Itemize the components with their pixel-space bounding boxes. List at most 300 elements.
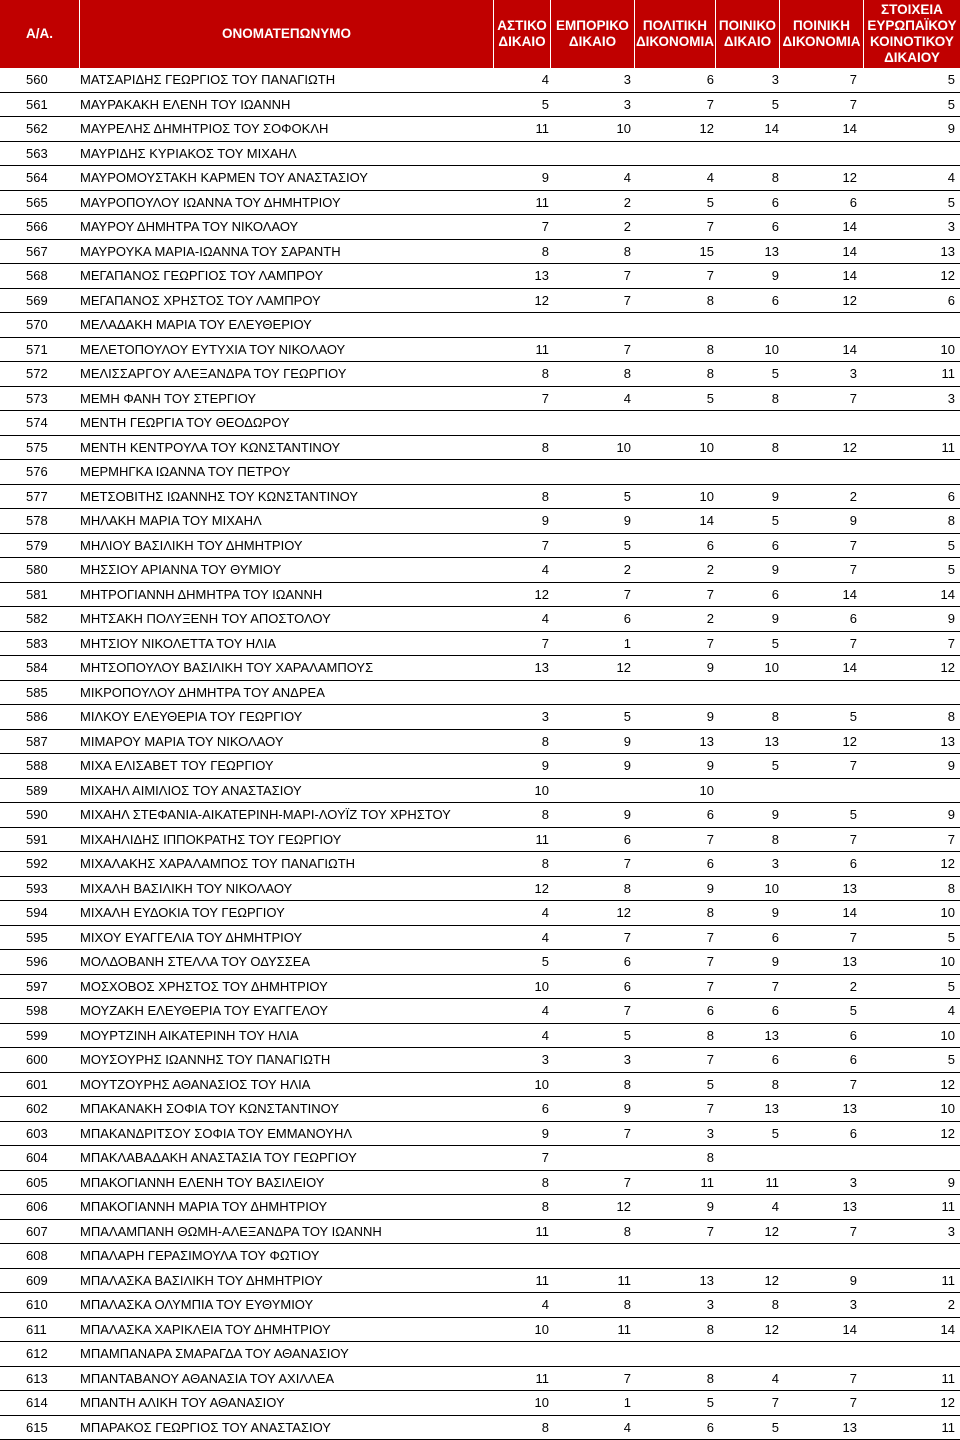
score-cell: 8 — [624, 1073, 631, 1097]
score-cell: 5 — [624, 705, 631, 729]
score-cell: 7 — [542, 1146, 549, 1170]
score-cell: 3 — [948, 1220, 955, 1244]
col-header-commercial-law — [551, 0, 635, 68]
score-cell: 5 — [948, 926, 955, 950]
row-number: 568 — [26, 264, 48, 288]
table-row — [0, 362, 960, 387]
header-text: ΟΝΟΜΑΤΕΠΩΝΥΜΟ — [222, 26, 351, 42]
score-cell: 12 — [941, 852, 955, 876]
candidate-name: ΜΟΥΡΤΖΙΝΗ ΑΙΚΑΤΕΡΙΝΗ ΤΟΥ ΗΛΙΑ — [80, 1024, 299, 1048]
row-number: 581 — [26, 583, 48, 607]
score-cell: 10 — [941, 1097, 955, 1121]
score-cell: 11 — [942, 1416, 956, 1440]
score-cell: 7 — [707, 975, 714, 999]
score-cell: 12 — [941, 1122, 955, 1146]
header-text: ΔΙΚΟΝΟΜΙΑ — [782, 34, 860, 50]
score-cell: 14 — [765, 117, 779, 141]
score-cell: 13 — [843, 1195, 857, 1219]
row-number: 615 — [26, 1416, 48, 1440]
score-cell: 7 — [707, 828, 714, 852]
row-number: 591 — [26, 828, 48, 852]
candidate-name: ΜΑΥΡΑΚΑΚΗ ΕΛΕΝΗ ΤΟΥ ΙΩΑΝΝΗ — [80, 93, 290, 117]
score-cell: 12 — [535, 583, 549, 607]
table-row — [0, 828, 960, 853]
candidate-name: ΜΕΝΤΗ ΓΕΩΡΓΙΑ ΤΟΥ ΘΕΟΔΩΡΟΥ — [80, 411, 290, 435]
score-cell: 7 — [707, 93, 714, 117]
score-cell: 12 — [617, 656, 631, 680]
score-cell: 11 — [536, 338, 550, 362]
score-cell: 7 — [772, 1391, 779, 1415]
score-cell: 5 — [948, 1048, 955, 1072]
score-cell: 8 — [542, 1171, 549, 1195]
score-cell: 3 — [948, 215, 955, 239]
score-cell: 11 — [618, 1318, 632, 1342]
table-row — [0, 142, 960, 167]
score-cell: 5 — [772, 754, 779, 778]
score-cell: 12 — [843, 730, 857, 754]
score-cell: 12 — [843, 166, 857, 190]
score-cell: 4 — [624, 1416, 631, 1440]
row-number: 592 — [26, 852, 48, 876]
candidate-name: ΜΠΑΚΟΓΙΑΝΝΗ ΜΑΡΙΑ ΤΟΥ ΔΗΜΗΤΡΙΟΥ — [80, 1195, 327, 1219]
row-number: 600 — [26, 1048, 48, 1072]
score-cell: 9 — [542, 754, 549, 778]
score-cell: 4 — [948, 999, 955, 1023]
score-cell: 7 — [772, 975, 779, 999]
score-cell: 3 — [624, 93, 631, 117]
score-cell: 9 — [542, 509, 549, 533]
score-cell: 4 — [542, 68, 549, 92]
score-cell: 12 — [617, 901, 631, 925]
header-text: ΣΤΟΙΧΕΙΑ — [867, 2, 956, 18]
candidate-name: ΜΗΤΣΑΚΗ ΠΟΛΥΞΕΝΗ ΤΟΥ ΑΠΟΣΤΟΛΟΥ — [80, 607, 331, 631]
score-cell: 7 — [624, 264, 631, 288]
score-cell: 9 — [624, 509, 631, 533]
candidate-name: ΜΠΑΚΟΓΙΑΝΝΗ ΕΛΕΝΗ ΤΟΥ ΒΑΣΙΛΕΙΟΥ — [80, 1171, 324, 1195]
col-header-criminal-procedure — [780, 0, 864, 68]
score-cell: 2 — [624, 215, 631, 239]
score-cell: 6 — [772, 926, 779, 950]
score-cell: 7 — [707, 583, 714, 607]
score-cell: 8 — [624, 1220, 631, 1244]
score-cell: 7 — [707, 1048, 714, 1072]
score-cell: 5 — [850, 705, 857, 729]
row-number: 604 — [26, 1146, 48, 1170]
score-cell: 13 — [700, 730, 714, 754]
score-cell: 10 — [535, 1073, 549, 1097]
score-cell: 6 — [948, 485, 955, 509]
score-cell: 5 — [850, 999, 857, 1023]
table-row — [0, 117, 960, 142]
score-cell: 14 — [941, 583, 955, 607]
table-row — [0, 803, 960, 828]
score-cell: 2 — [707, 607, 714, 631]
score-cell: 7 — [624, 999, 631, 1023]
row-number: 611 — [26, 1318, 47, 1342]
score-cell: 7 — [850, 926, 857, 950]
score-cell: 7 — [850, 68, 857, 92]
candidate-name: ΜΠΑΚΑΝΑΚΗ ΣΟΦΙΑ ΤΟΥ ΚΩΝΣΤΑΝΤΙΝΟΥ — [80, 1097, 339, 1121]
score-cell: 6 — [707, 68, 714, 92]
table-row — [0, 264, 960, 289]
score-cell: 4 — [542, 901, 549, 925]
score-cell: 7 — [707, 926, 714, 950]
score-cell: 12 — [765, 1220, 779, 1244]
score-cell: 8 — [542, 362, 549, 386]
score-cell: 12 — [700, 117, 714, 141]
table-row — [0, 852, 960, 877]
candidate-name: ΜΗΤΣΙΟΥ ΝΙΚΟΛΕΤΤΑ ΤΟΥ ΗΛΙΑ — [80, 632, 276, 656]
score-cell: 10 — [535, 975, 549, 999]
score-cell: 9 — [707, 1195, 714, 1219]
table-row — [0, 1391, 960, 1416]
row-number: 586 — [26, 705, 48, 729]
score-cell: 8 — [707, 362, 714, 386]
score-cell: 4 — [772, 1195, 779, 1219]
score-cell: 6 — [707, 534, 714, 558]
score-cell: 12 — [941, 1073, 955, 1097]
score-cell: 9 — [624, 754, 631, 778]
score-cell: 9 — [850, 1269, 857, 1293]
header-text: ΔΙΚΟΝΟΜΙΑ — [636, 34, 714, 50]
score-cell: 9 — [772, 803, 779, 827]
score-cell: 9 — [948, 1171, 955, 1195]
col-header-criminal-law — [716, 0, 780, 68]
score-cell: 14 — [843, 901, 857, 925]
score-cell: 6 — [707, 1416, 714, 1440]
score-cell: 12 — [535, 877, 549, 901]
score-cell: 10 — [535, 1318, 549, 1342]
header-text: ΕΥΡΩΠΑΪΚΟΥ — [867, 18, 956, 34]
candidate-name: ΜΙΛΚΟΥ ΕΛΕΥΘΕΡΙΑ ΤΟΥ ΓΕΩΡΓΙΟΥ — [80, 705, 302, 729]
row-number: 567 — [26, 240, 48, 264]
score-cell: 7 — [624, 1171, 631, 1195]
header-text: ΕΜΠΟΡΙΚΟ — [556, 18, 629, 34]
row-number: 601 — [26, 1073, 48, 1097]
score-cell: 7 — [542, 632, 549, 656]
score-cell: 10 — [765, 338, 779, 362]
score-cell: 8 — [948, 877, 955, 901]
score-cell: 10 — [535, 1391, 549, 1415]
score-cell: 5 — [948, 558, 955, 582]
score-cell: 9 — [707, 877, 714, 901]
candidate-name: ΜΑΥΡΟΥ ΔΗΜΗΤΡΑ ΤΟΥ ΝΙΚΟΛΑΟΥ — [80, 215, 298, 239]
candidate-name: ΜΑΥΡΟΜΟΥΣΤΑΚΗ ΚΑΡΜΕΝ ΤΟΥ ΑΝΑΣΤΑΣΙΟΥ — [80, 166, 368, 190]
col-header-civil-procedure — [635, 0, 716, 68]
row-number: 613 — [26, 1367, 48, 1391]
row-number: 594 — [26, 901, 48, 925]
score-cell: 12 — [765, 1318, 779, 1342]
score-cell: 7 — [850, 828, 857, 852]
candidate-name: ΜΠΑΜΠΑΝΑΡΑ ΣΜΑΡΑΓΔΑ ΤΟΥ ΑΘΑΝΑΣΙΟΥ — [80, 1342, 349, 1366]
score-cell: 13 — [941, 730, 955, 754]
table-row — [0, 730, 960, 755]
score-cell: 9 — [772, 485, 779, 509]
score-cell: 8 — [542, 852, 549, 876]
score-cell: 11 — [536, 1367, 550, 1391]
score-cell: 2 — [850, 975, 857, 999]
score-cell: 10 — [941, 1024, 955, 1048]
score-cell: 6 — [772, 289, 779, 313]
row-number: 595 — [26, 926, 48, 950]
row-number: 598 — [26, 999, 48, 1023]
score-cell: 5 — [772, 1122, 779, 1146]
header-text: ΔΙΚΑΙΟ — [719, 34, 776, 50]
candidate-name: ΜΕΤΣΟΒΙΤΗΣ ΙΩΑΝΝΗΣ ΤΟΥ ΚΩΝΣΤΑΝΤΙΝΟΥ — [80, 485, 358, 509]
score-cell: 6 — [850, 1024, 857, 1048]
score-cell: 6 — [772, 534, 779, 558]
score-cell: 5 — [772, 632, 779, 656]
table-row — [0, 558, 960, 583]
score-cell: 5 — [707, 191, 714, 215]
score-cell: 14 — [941, 1318, 955, 1342]
row-number: 585 — [26, 681, 48, 705]
header-text: ΔΙΚΑΙΟΥ — [867, 50, 956, 66]
score-cell: 10 — [700, 779, 714, 803]
score-cell: 8 — [707, 1318, 714, 1342]
score-cell: 5 — [707, 1391, 714, 1415]
score-cell: 4 — [542, 926, 549, 950]
candidate-name: ΜΑΥΡΙΔΗΣ ΚΥΡΙΑΚΟΣ ΤΟΥ ΜΙΧΑΗΛ — [80, 142, 297, 166]
header-text: ΠΟΛΙΤΙΚΗ — [636, 18, 714, 34]
score-cell: 8 — [707, 901, 714, 925]
table-row — [0, 1122, 960, 1147]
score-cell: 14 — [843, 117, 857, 141]
score-cell: 6 — [850, 1048, 857, 1072]
score-cell: 10 — [765, 877, 779, 901]
score-cell: 9 — [850, 509, 857, 533]
score-cell: 8 — [707, 338, 714, 362]
table-row — [0, 656, 960, 681]
score-cell: 5 — [624, 534, 631, 558]
candidate-name: ΜΕΓΑΠΑΝΟΣ ΓΕΩΡΓΙΟΣ ΤΟΥ ΛΑΜΠΡΟΥ — [80, 264, 323, 288]
score-cell: 14 — [843, 264, 857, 288]
score-cell: 1 — [624, 632, 631, 656]
candidate-name: ΜΟΥΖΑΚΗ ΕΛΕΥΘΕΡΙΑ ΤΟΥ ΕΥΑΓΓΕΛΟΥ — [80, 999, 328, 1023]
row-number: 599 — [26, 1024, 48, 1048]
candidate-name: ΜΙΧΑΛΗ ΕΥΔΟΚΙΑ ΤΟΥ ΓΕΩΡΓΙΟΥ — [80, 901, 285, 925]
score-cell: 8 — [624, 877, 631, 901]
candidate-name: ΜΠΑΚΑΝΔΡΙΤΣΟΥ ΣΟΦΙΑ ΤΟΥ ΕΜΜΑΝΟΥΗΛ — [80, 1122, 352, 1146]
score-cell: 7 — [624, 338, 631, 362]
score-cell: 5 — [624, 485, 631, 509]
score-cell: 8 — [542, 436, 549, 460]
score-cell: 13 — [941, 240, 955, 264]
score-cell: 7 — [707, 1097, 714, 1121]
table-row — [0, 240, 960, 265]
table-row — [0, 1024, 960, 1049]
score-cell: 11 — [766, 1171, 780, 1195]
score-cell: 3 — [948, 387, 955, 411]
score-cell: 5 — [624, 1024, 631, 1048]
table-row — [0, 975, 960, 1000]
table-row — [0, 1195, 960, 1220]
score-cell: 5 — [707, 1073, 714, 1097]
score-cell: 10 — [941, 338, 955, 362]
row-number: 563 — [26, 142, 48, 166]
col-header-civil-law — [494, 0, 551, 68]
score-cell: 5 — [772, 362, 779, 386]
score-cell: 4 — [707, 166, 714, 190]
score-cell: 9 — [772, 901, 779, 925]
candidate-name: ΜΙΜΑΡΟΥ ΜΑΡΙΑ ΤΟΥ ΝΙΚΟΛΑΟΥ — [80, 730, 284, 754]
score-cell: 4 — [542, 558, 549, 582]
col-header-aa — [0, 0, 80, 68]
table-row — [0, 68, 960, 93]
row-number: 575 — [26, 436, 48, 460]
score-cell: 4 — [772, 1367, 779, 1391]
score-cell: 6 — [772, 999, 779, 1023]
row-number: 579 — [26, 534, 48, 558]
score-cell: 8 — [772, 1293, 779, 1317]
candidate-name: ΜΑΥΡΟΠΟΥΛΟΥ ΙΩΑΝΝΑ ΤΟΥ ΔΗΜΗΤΡΙΟΥ — [80, 191, 341, 215]
table-row — [0, 166, 960, 191]
score-cell: 8 — [542, 240, 549, 264]
table-row — [0, 387, 960, 412]
score-cell: 8 — [772, 436, 779, 460]
row-number: 587 — [26, 730, 48, 754]
score-cell: 3 — [850, 1171, 857, 1195]
header-text: ΠΟΙΝΙΚΗ — [782, 18, 860, 34]
candidate-name: ΜΠΑΛΑΜΠΑΝΗ ΘΩΜΗ-ΑΛΕΞΑΝΔΡΑ ΤΟΥ ΙΩΑΝΝΗ — [80, 1220, 382, 1244]
score-cell: 13 — [843, 877, 857, 901]
table-row — [0, 1097, 960, 1122]
score-cell: 14 — [843, 215, 857, 239]
score-cell: 9 — [772, 558, 779, 582]
row-number: 605 — [26, 1171, 48, 1195]
row-number: 572 — [26, 362, 48, 386]
score-cell: 6 — [850, 191, 857, 215]
score-cell: 8 — [772, 166, 779, 190]
score-cell: 9 — [772, 950, 779, 974]
score-cell: 11 — [536, 191, 550, 215]
score-cell: 9 — [542, 166, 549, 190]
table-row — [0, 534, 960, 559]
score-cell: 3 — [707, 1122, 714, 1146]
row-number: 608 — [26, 1244, 48, 1268]
row-number: 610 — [26, 1293, 48, 1317]
score-cell: 2 — [624, 191, 631, 215]
score-cell: 9 — [707, 656, 714, 680]
table-row — [0, 1367, 960, 1392]
score-cell: 7 — [850, 1220, 857, 1244]
score-cell: 10 — [941, 950, 955, 974]
score-cell: 15 — [700, 240, 714, 264]
score-cell: 5 — [948, 534, 955, 558]
table-row — [0, 509, 960, 534]
score-cell: 8 — [542, 485, 549, 509]
candidate-name: ΜΙΧΑΗΛ ΑΙΜΙΛΙΟΣ ΤΟΥ ΑΝΑΣΤΑΣΙΟΥ — [80, 779, 302, 803]
table-row — [0, 411, 960, 436]
table-row — [0, 191, 960, 216]
score-cell: 12 — [941, 656, 955, 680]
score-cell: 7 — [624, 1122, 631, 1146]
row-number: 602 — [26, 1097, 48, 1121]
table-row — [0, 338, 960, 363]
candidate-name: ΜΕΛΕΤΟΠΟΥΛΟΥ ΕΥΤΥΧΙΑ ΤΟΥ ΝΙΚΟΛΑΟΥ — [80, 338, 345, 362]
score-cell: 6 — [707, 999, 714, 1023]
score-cell: 7 — [707, 1220, 714, 1244]
col-header-name — [80, 0, 494, 68]
score-cell: 10 — [765, 656, 779, 680]
candidate-name: ΜΗΛΙΟΥ ΒΑΣΙΛΙΚΗ ΤΟΥ ΔΗΜΗΤΡΙΟΥ — [80, 534, 303, 558]
row-number: 609 — [26, 1269, 48, 1293]
score-cell: 5 — [948, 93, 955, 117]
table-row — [0, 1293, 960, 1318]
row-number: 569 — [26, 289, 48, 313]
score-cell: 10 — [941, 901, 955, 925]
table-row — [0, 1318, 960, 1343]
score-cell: 3 — [772, 852, 779, 876]
score-cell: 7 — [542, 387, 549, 411]
table-row — [0, 215, 960, 240]
candidate-name: ΜΠΑΛΑΣΚΑ ΒΑΣΙΛΙΚΗ ΤΟΥ ΔΗΜΗΤΡΙΟΥ — [80, 1269, 323, 1293]
candidate-name: ΜΗΣΣΙΟΥ ΑΡΙΑΝΝΑ ΤΟΥ ΘΥΜΙΟΥ — [80, 558, 281, 582]
score-cell: 13 — [843, 1416, 857, 1440]
score-cell: 13 — [535, 656, 549, 680]
candidate-name: ΜΠΑΛΑΡΗ ΓΕΡΑΣΙΜΟΥΛΑ ΤΟΥ ΦΩΤΙΟΥ — [80, 1244, 319, 1268]
row-number: 582 — [26, 607, 48, 631]
score-cell: 7 — [707, 950, 714, 974]
candidate-name: ΜΑΤΣΑΡΙΔΗΣ ΓΕΩΡΓΙΟΣ ΤΟΥ ΠΑΝΑΓΙΩΤΗ — [80, 68, 335, 92]
table-row — [0, 779, 960, 804]
score-cell: 4 — [542, 999, 549, 1023]
row-number: 607 — [26, 1220, 48, 1244]
score-cell: 7 — [850, 1391, 857, 1415]
candidate-name: ΜΙΧΟΥ ΕΥΑΓΓΕΛΙΑ ΤΟΥ ΔΗΜΗΤΡΙΟΥ — [80, 926, 302, 950]
score-cell: 9 — [772, 264, 779, 288]
score-cell: 8 — [707, 1146, 714, 1170]
table-row — [0, 877, 960, 902]
score-cell: 5 — [948, 191, 955, 215]
score-cell: 8 — [542, 803, 549, 827]
header-text: ΑΣΤΙΚΟ — [497, 18, 546, 34]
score-cell: 5 — [707, 387, 714, 411]
candidate-name: ΜΗΤΣΟΠΟΥΛΟΥ ΒΑΣΙΛΙΚΗ ΤΟΥ ΧΑΡΑΛΑΜΠΟΥΣ — [80, 656, 373, 680]
table-row — [0, 926, 960, 951]
row-number: 593 — [26, 877, 48, 901]
candidate-name: ΜΑΥΡΟΥΚΑ ΜΑΡΙΑ-ΙΩΑΝΝΑ ΤΟΥ ΣΑΡΑΝΤΗ — [80, 240, 341, 264]
score-cell: 7 — [850, 1073, 857, 1097]
score-cell: 6 — [772, 191, 779, 215]
score-cell: 8 — [624, 1293, 631, 1317]
score-cell: 4 — [624, 387, 631, 411]
score-cell: 14 — [843, 1318, 857, 1342]
score-cell: 13 — [765, 1097, 779, 1121]
score-cell: 7 — [624, 1367, 631, 1391]
score-cell: 8 — [624, 362, 631, 386]
row-number: 612 — [26, 1342, 48, 1366]
row-number: 574 — [26, 411, 48, 435]
table-row — [0, 681, 960, 706]
row-number: 588 — [26, 754, 48, 778]
score-cell: 6 — [948, 289, 955, 313]
score-cell: 7 — [542, 534, 549, 558]
score-cell: 11 — [942, 1367, 956, 1391]
row-number: 573 — [26, 387, 48, 411]
score-cell: 7 — [707, 264, 714, 288]
score-cell: 5 — [772, 1416, 779, 1440]
row-number: 561 — [26, 93, 48, 117]
table-row — [0, 460, 960, 485]
score-cell: 7 — [850, 93, 857, 117]
score-cell: 3 — [707, 1293, 714, 1317]
score-cell: 10 — [700, 485, 714, 509]
table-row — [0, 1342, 960, 1367]
score-cell: 10 — [617, 117, 631, 141]
candidate-name: ΜΙΚΡΟΠΟΥΛΟΥ ΔΗΜΗΤΡΑ ΤΟΥ ΑΝΔΡΕΑ — [80, 681, 325, 705]
score-cell: 8 — [542, 1195, 549, 1219]
